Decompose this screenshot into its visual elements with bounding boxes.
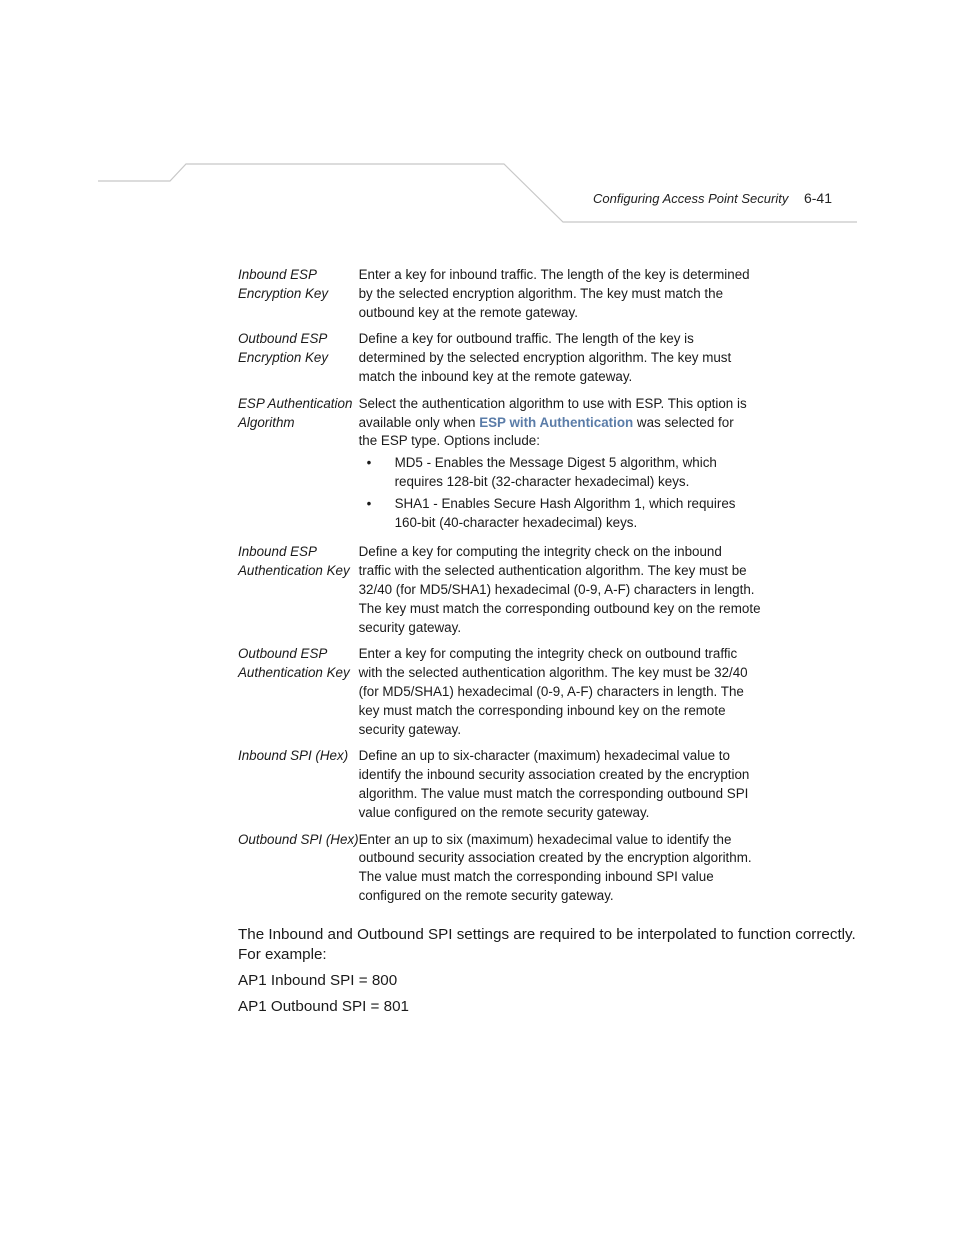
- table-row: [238, 266, 761, 330]
- parameter-name-line: Inbound ESP: [238, 544, 317, 560]
- options-list: [359, 454, 761, 532]
- parameter-description: [359, 645, 761, 747]
- table-row: [238, 747, 761, 830]
- description-text: was selected for: [633, 414, 734, 430]
- description-line: The value must match the corresponding inbound SPI value: [358, 869, 714, 885]
- bullet-icon: •: [366, 495, 372, 511]
- parameter-description: [359, 747, 761, 830]
- parameter-name: [238, 831, 359, 914]
- parameter-name-line: Authentication Key: [238, 665, 350, 681]
- description-line: Enter an up to six (maximum) hexadecimal value to identify the: [358, 831, 732, 847]
- parameter-name: [238, 395, 359, 544]
- parameter-name-line: Outbound ESP: [238, 331, 328, 347]
- description-line: Enter a key for computing the integrity check on outbound traffic: [358, 646, 738, 662]
- table-row: [238, 543, 761, 645]
- description-line: key must match the corresponding inbound key on the remote: [358, 702, 726, 718]
- description-line: configured on the remote security gateway.: [358, 887, 614, 903]
- description-line: identify the inbound security association created by the encryption: [358, 767, 750, 783]
- parameter-name-line: ESP Authentication: [238, 395, 353, 411]
- description-line: outbound key at the remote gateway.: [358, 304, 578, 320]
- description-line: security gateway.: [358, 721, 462, 737]
- parameter-name: [238, 330, 359, 394]
- list-item-line: requires 128-bit (32-character hexadecimal) keys.: [394, 473, 690, 489]
- description-text: available only when: [358, 414, 480, 430]
- description-line: algorithm. The value must match the corresponding outbound SPI: [358, 785, 749, 801]
- list-item: [359, 454, 761, 492]
- description-line: Enter a key for inbound traffic. The length of the key is determined: [358, 267, 750, 282]
- description-line: security gateway.: [358, 619, 462, 635]
- bullet-icon: •: [366, 455, 372, 471]
- paragraph-line: For example:: [238, 945, 327, 963]
- parameter-name: [238, 747, 359, 830]
- description-line: value configured on the remote security gateway.: [358, 804, 650, 820]
- parameter-description: [359, 330, 761, 394]
- parameter-name-line: Outbound ESP: [238, 646, 328, 662]
- parameter-name-line: Algorithm: [238, 414, 295, 430]
- list-item-line: MD5 - Enables the Message Digest 5 algorithm, which: [394, 455, 717, 471]
- parameter-name-line: Encryption Key: [238, 350, 329, 366]
- example-inbound-spi: AP1 Inbound SPI = 800: [238, 972, 398, 989]
- body-paragraph: [238, 925, 856, 964]
- paragraph-line: The Inbound and Outbound SPI settings are required to be interpolated to function correctly.: [238, 926, 856, 943]
- description-line: with the selected authentication algorithm. The key must be 32/40: [358, 665, 748, 681]
- list-item: [359, 495, 761, 533]
- description-line: (for MD5/SHA1) hexadecimal (0-9, A-F) characters in length. The: [358, 683, 744, 699]
- parameter-name-line: Outbound SPI (Hex): [238, 831, 359, 847]
- description-line: the ESP type. Options include:: [358, 433, 540, 449]
- parameter-name-line: Authentication Key: [238, 563, 350, 579]
- parameter-name: [238, 645, 359, 747]
- description-line: determined by the selected encryption algorithm. The key must: [358, 350, 732, 366]
- page-number: 6-41: [803, 190, 832, 206]
- description-line: Define a key for computing the integrity check on the inbound: [358, 544, 722, 560]
- description-line: outbound security association created by the encryption algorithm.: [358, 850, 752, 866]
- list-item-line: SHA1 - Enables Secure Hash Algorithm 1, which requires: [394, 495, 736, 511]
- description-line: Define an up to six-character (maximum) hexadecimal value to: [358, 748, 730, 764]
- description-line: Define a key for outbound traffic. The length of the key is: [358, 331, 694, 347]
- running-header: [593, 190, 832, 206]
- list-item-line: 160-bit (40-character hexadecimal) keys.: [394, 514, 638, 530]
- description-line: match the inbound key at the remote gateway.: [358, 368, 633, 384]
- description-line: Select the authentication algorithm to use with ESP. This option is: [358, 395, 747, 411]
- parameter-description: [359, 266, 761, 330]
- parameter-name: [238, 266, 359, 330]
- parameter-table: [238, 266, 761, 914]
- parameter-description: [359, 543, 761, 645]
- esp-with-authentication-ref: ESP with Authentication: [479, 414, 634, 430]
- description-line: by the selected encryption algorithm. The key must match the: [358, 285, 724, 301]
- description-line: 32/40 (for MD5/SHA1) hexadecimal (0-9, A-F) characters in length.: [358, 581, 755, 597]
- description-line: [359, 414, 761, 433]
- table-row: [238, 831, 761, 914]
- description-line: traffic with the selected authentication algorithm. The key must be: [358, 563, 747, 579]
- table-row: [238, 395, 761, 544]
- parameter-description: [359, 395, 761, 544]
- description-line: The key must match the corresponding outbound key on the remote: [358, 600, 761, 616]
- parameter-name-line: Inbound SPI (Hex): [238, 748, 349, 764]
- table-row: [238, 330, 761, 394]
- section-title: Configuring Access Point Security: [593, 191, 789, 206]
- parameter-name: [238, 543, 359, 645]
- example-outbound-spi: AP1 Outbound SPI = 801: [238, 998, 409, 1015]
- parameter-name-line: Inbound ESP: [238, 267, 317, 282]
- parameter-name-line: Encryption Key: [238, 285, 329, 301]
- table-row: [238, 645, 761, 747]
- parameter-description: [359, 831, 761, 914]
